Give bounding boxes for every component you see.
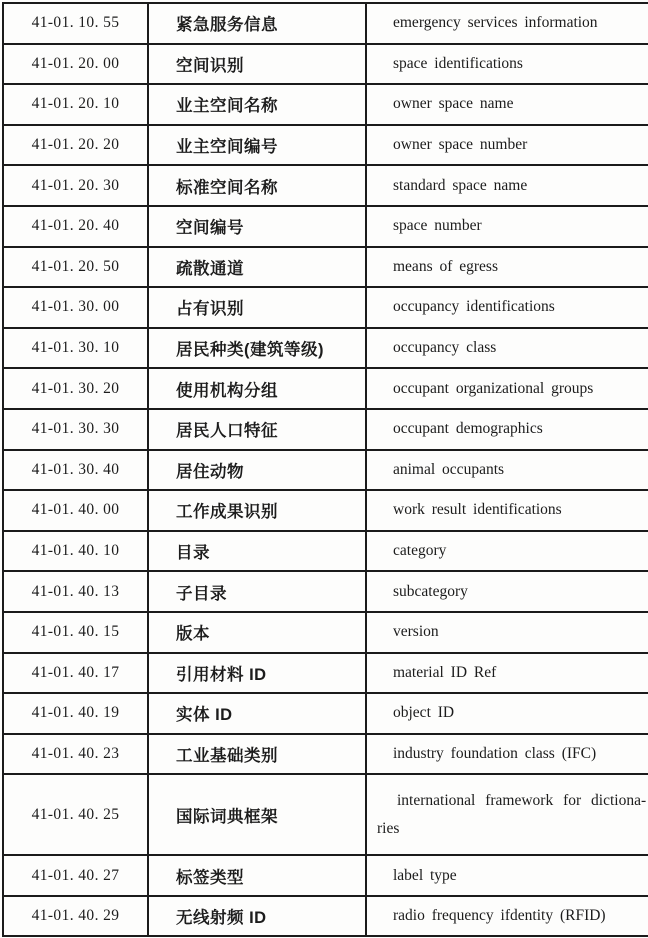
table-row — [3, 84, 648, 125]
english-term-cell: label type — [366, 855, 648, 896]
table-row — [3, 3, 648, 44]
code-cell: 41-01. 20. 40 — [3, 206, 148, 247]
code-cell: 41-01. 30. 20 — [3, 368, 148, 409]
code-cell: 41-01. 40. 10 — [3, 531, 148, 572]
table-row — [3, 206, 648, 247]
chinese-term-cell: 业主空间名称 — [148, 84, 366, 125]
english-term-cell: occupant demographics — [366, 409, 648, 450]
english-term-cell: radio frequency ifdentity (RFID) — [366, 896, 648, 937]
english-term-cell: work result identifications — [366, 490, 648, 531]
code-cell: 41-01. 40. 19 — [3, 693, 148, 734]
english-term-cell: category — [366, 531, 648, 572]
chinese-term-cell: 疏散通道 — [148, 247, 366, 288]
code-cell: 41-01. 20. 20 — [3, 125, 148, 166]
code-cell: 41-01. 40. 00 — [3, 490, 148, 531]
chinese-term-cell: 业主空间编号 — [148, 125, 366, 166]
english-term-line: international framework for dictiona- — [397, 791, 647, 809]
english-term-cell: space number — [366, 206, 648, 247]
chinese-term-cell: 子目录 — [148, 571, 366, 612]
english-term-cell: material ID Ref — [366, 653, 648, 694]
english-term-cell: standard space name — [366, 165, 648, 206]
table-row — [3, 531, 648, 572]
code-cell: 41-01. 40. 13 — [3, 571, 148, 612]
code-terminology-table — [2, 2, 648, 937]
code-cell: 41-01. 10. 55 — [3, 3, 148, 44]
chinese-term-cell: 居民人口特征 — [148, 409, 366, 450]
code-cell: 41-01. 30. 00 — [3, 287, 148, 328]
table-row — [3, 247, 648, 288]
chinese-term-cell: 引用材料 ID — [148, 653, 366, 694]
table-row — [3, 165, 648, 206]
chinese-term-cell: 空间识别 — [148, 44, 366, 85]
code-cell: 41-01. 40. 23 — [3, 734, 148, 775]
english-term-cell: occupancy identifications — [366, 287, 648, 328]
table-row — [3, 328, 648, 369]
code-cell: 41-01. 40. 27 — [3, 855, 148, 896]
table-row — [3, 612, 648, 653]
english-term-cell: emergency services information — [366, 3, 648, 44]
english-term-cell: occupancy class — [366, 328, 648, 369]
code-cell: 41-01. 40. 29 — [3, 896, 148, 937]
table-row — [3, 653, 648, 694]
table-row — [3, 571, 648, 612]
chinese-term-cell: 居民种类(建筑等级) — [148, 328, 366, 369]
english-term-cell: object ID — [366, 693, 648, 734]
code-cell: 41-01. 30. 10 — [3, 328, 148, 369]
table-row — [3, 450, 648, 491]
table-body — [3, 3, 648, 936]
chinese-term-cell: 居住动物 — [148, 450, 366, 491]
code-cell: 41-01. 30. 30 — [3, 409, 148, 450]
table-row — [3, 896, 648, 937]
chinese-term-cell: 标准空间名称 — [148, 165, 366, 206]
english-term-cell: owner space number — [366, 125, 648, 166]
table-row — [3, 125, 648, 166]
table-row — [3, 44, 648, 85]
chinese-term-cell: 空间编号 — [148, 206, 366, 247]
chinese-term-cell: 使用机构分组 — [148, 368, 366, 409]
chinese-term-cell: 工业基础类别 — [148, 734, 366, 775]
english-term-cell: version — [366, 612, 648, 653]
code-cell: 41-01. 40. 15 — [3, 612, 148, 653]
table-row — [3, 774, 648, 855]
table-row — [3, 409, 648, 450]
chinese-term-cell: 目录 — [148, 531, 366, 572]
code-cell: 41-01. 30. 40 — [3, 450, 148, 491]
chinese-term-cell: 占有识别 — [148, 287, 366, 328]
english-term-cell: subcategory — [366, 571, 648, 612]
chinese-term-cell: 工作成果识别 — [148, 490, 366, 531]
table-row — [3, 734, 648, 775]
table-row — [3, 287, 648, 328]
chinese-term-cell: 无线射频 ID — [148, 896, 366, 937]
english-term-cell: means of egress — [366, 247, 648, 288]
code-cell: 41-01. 20. 10 — [3, 84, 148, 125]
english-term-cell — [366, 774, 648, 855]
english-term-cell: industry foundation class (IFC) — [366, 734, 648, 775]
english-term-line: ries — [377, 819, 400, 837]
table-row — [3, 368, 648, 409]
table-row — [3, 490, 648, 531]
code-cell: 41-01. 20. 30 — [3, 165, 148, 206]
chinese-term-cell: 实体 ID — [148, 693, 366, 734]
code-cell: 41-01. 40. 17 — [3, 653, 148, 694]
chinese-term-cell: 版本 — [148, 612, 366, 653]
code-cell: 41-01. 40. 25 — [3, 774, 148, 855]
english-term-cell: occupant organizational groups — [366, 368, 648, 409]
table-row — [3, 855, 648, 896]
table-row — [3, 693, 648, 734]
code-cell: 41-01. 20. 00 — [3, 44, 148, 85]
english-term-cell: space identifications — [366, 44, 648, 85]
chinese-term-cell: 紧急服务信息 — [148, 3, 366, 44]
chinese-term-cell: 标签类型 — [148, 855, 366, 896]
code-cell: 41-01. 20. 50 — [3, 247, 148, 288]
chinese-term-cell: 国际词典框架 — [148, 774, 366, 855]
english-term-cell: owner space name — [366, 84, 648, 125]
english-term-cell: animal occupants — [366, 450, 648, 491]
